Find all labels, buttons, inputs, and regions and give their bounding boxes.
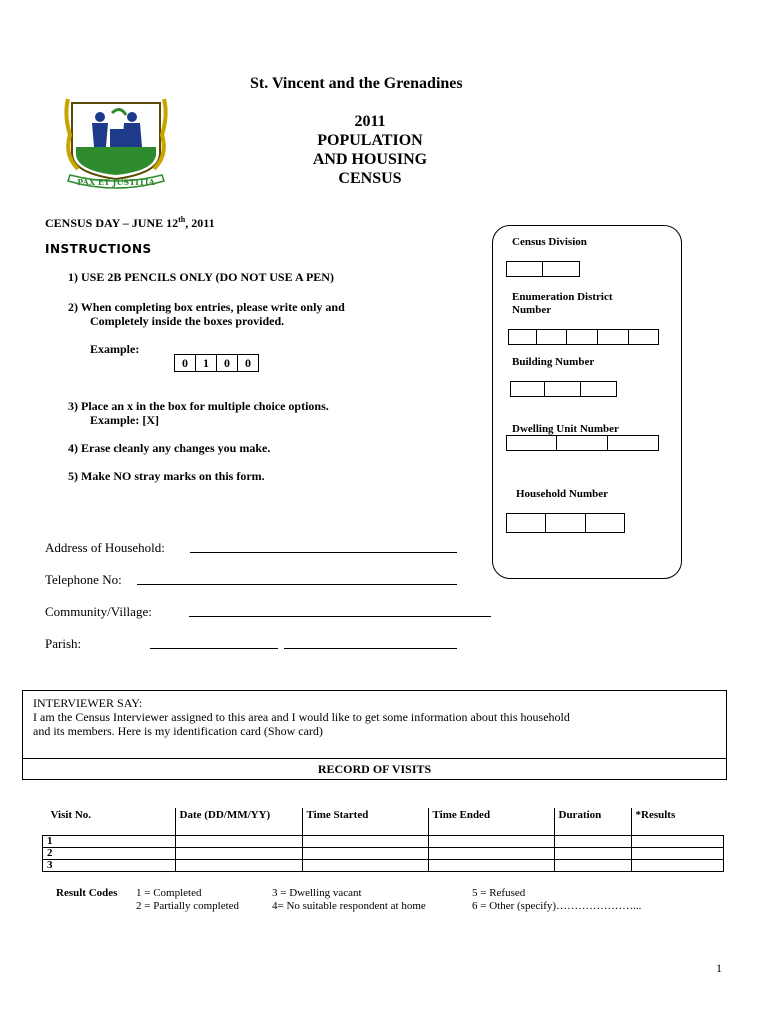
address-label: Address of Household: [45, 540, 165, 555]
enumeration-district-box[interactable] [567, 329, 598, 345]
telephone-label: Telephone No: [45, 572, 122, 587]
enumeration-district-box[interactable] [508, 329, 537, 345]
example-digit: 0 [217, 354, 238, 372]
building-number-boxes[interactable] [510, 381, 617, 397]
interviewer-say: INTERVIEWER SAY: I am the Census Interviewer assigned to this area and I would like to get some information about this household and its members. Here is my identification card (Show card) [33, 696, 570, 738]
visits-header-row [43, 808, 724, 836]
dwelling-unit-boxes[interactable] [506, 435, 659, 451]
result-code-5: 5 = Refused [472, 887, 526, 899]
visit-number: 1 [43, 836, 176, 848]
visit-row [43, 848, 724, 860]
record-of-visits-title: RECORD OF VISITS [317, 762, 432, 776]
visit-duration-cell[interactable] [554, 860, 631, 872]
crest-logo [62, 95, 170, 195]
enumeration-district-box[interactable] [629, 329, 659, 345]
page-number: 1 [716, 961, 722, 975]
census-day: CENSUS DAY – JUNE 12th, 2011 [45, 215, 215, 230]
building-number-box[interactable] [581, 381, 617, 397]
visit-results-cell[interactable] [631, 836, 724, 848]
interviewer-divider [23, 758, 726, 759]
col-date: Date (DD/MM/YY) [175, 808, 302, 836]
visit-end-cell[interactable] [428, 860, 554, 872]
visit-start-cell[interactable] [302, 860, 428, 872]
visit-end-cell[interactable] [428, 836, 554, 848]
instruction-2: 2) When completing box entries, please write only and Completely inside the boxes provided. [68, 300, 345, 328]
telephone-input[interactable] [137, 584, 457, 585]
address-input[interactable] [190, 552, 457, 553]
enumeration-district-label: Enumeration District Number [512, 291, 613, 316]
building-number-box[interactable] [510, 381, 545, 397]
census-title [290, 112, 450, 188]
result-code-1: 1 = Completed [136, 887, 202, 899]
visit-row [43, 860, 724, 872]
result-codes-label: Result Codes [56, 887, 118, 899]
census-division-box[interactable] [506, 261, 543, 277]
visit-start-cell[interactable] [302, 848, 428, 860]
census-title-line2: AND HOUSING [312, 151, 428, 168]
dwelling-unit-box[interactable] [506, 435, 557, 451]
visit-end-cell[interactable] [428, 848, 554, 860]
household-number-box[interactable] [546, 513, 586, 533]
visit-row [43, 836, 724, 848]
building-number-label: Building Number [512, 356, 595, 368]
crest-motto: PAX ET JUSTITIA [77, 177, 155, 187]
col-time-ended: Time Ended [428, 808, 554, 836]
household-number-box[interactable] [586, 513, 625, 533]
dwelling-unit-box[interactable] [608, 435, 659, 451]
instruction-5: 5) Make NO stray marks on this form. [68, 469, 265, 483]
interviewer-box [22, 690, 727, 780]
census-title-line1: POPULATION [317, 132, 423, 149]
visit-duration-cell[interactable] [554, 848, 631, 860]
result-code-2: 2 = Partially completed [136, 900, 240, 912]
example-digit: 0 [238, 354, 259, 372]
visit-date-cell[interactable] [175, 860, 302, 872]
example-digit: 1 [196, 354, 217, 372]
building-number-box[interactable] [545, 381, 581, 397]
census-division-boxes[interactable] [506, 261, 580, 277]
col-visit-no: Visit No. [43, 808, 176, 836]
parish-label: Parish: [45, 636, 82, 651]
census-year: 2011 [354, 113, 386, 130]
enumeration-district-boxes[interactable] [508, 329, 659, 345]
visit-date-cell[interactable] [175, 848, 302, 860]
community-input[interactable] [189, 616, 491, 617]
parish-input-2[interactable] [284, 648, 457, 649]
example-digit: 0 [174, 354, 196, 372]
visit-start-cell[interactable] [302, 836, 428, 848]
col-duration: Duration [554, 808, 631, 836]
example-label: Example: [90, 342, 140, 356]
visits-table [42, 808, 724, 872]
household-number-label: Household Number [516, 488, 608, 500]
dwelling-unit-label: Dwelling Unit Number [512, 423, 619, 435]
enumeration-district-box[interactable] [537, 329, 567, 345]
visit-number: 2 [43, 848, 176, 860]
result-code-6: 6 = Other (specify)…………………... [472, 900, 642, 912]
census-division-box[interactable] [543, 261, 580, 277]
instruction-3: 3) Place an x in the box for multiple choice options. Example: [X] [68, 399, 329, 427]
visit-results-cell[interactable] [631, 848, 724, 860]
instruction-4: 4) Erase cleanly any changes you make. [68, 441, 271, 455]
instructions-heading: INSTRUCTIONS [45, 242, 152, 256]
visit-results-cell[interactable] [631, 860, 724, 872]
visit-duration-cell[interactable] [554, 836, 631, 848]
census-title-line3: CENSUS [338, 170, 402, 187]
enumeration-district-box[interactable] [598, 329, 629, 345]
visit-number: 3 [43, 860, 176, 872]
result-code-4: 4= No suitable respondent at home [272, 900, 426, 912]
instruction-1: 1) USE 2B PENCILS ONLY (DO NOT USE A PEN) [68, 270, 334, 284]
parish-input[interactable] [150, 648, 278, 649]
dwelling-unit-box[interactable] [557, 435, 608, 451]
household-number-boxes[interactable] [506, 513, 625, 533]
household-number-box[interactable] [506, 513, 546, 533]
col-results: *Results [631, 808, 724, 836]
col-time-started: Time Started [302, 808, 428, 836]
country-title: St. Vincent and the Grenadines [250, 75, 463, 92]
community-label: Community/Village: [45, 604, 152, 619]
result-code-3: 3 = Dwelling vacant [272, 887, 362, 899]
census-division-label: Census Division [512, 236, 587, 248]
visit-date-cell[interactable] [175, 836, 302, 848]
example-boxes [174, 354, 259, 372]
